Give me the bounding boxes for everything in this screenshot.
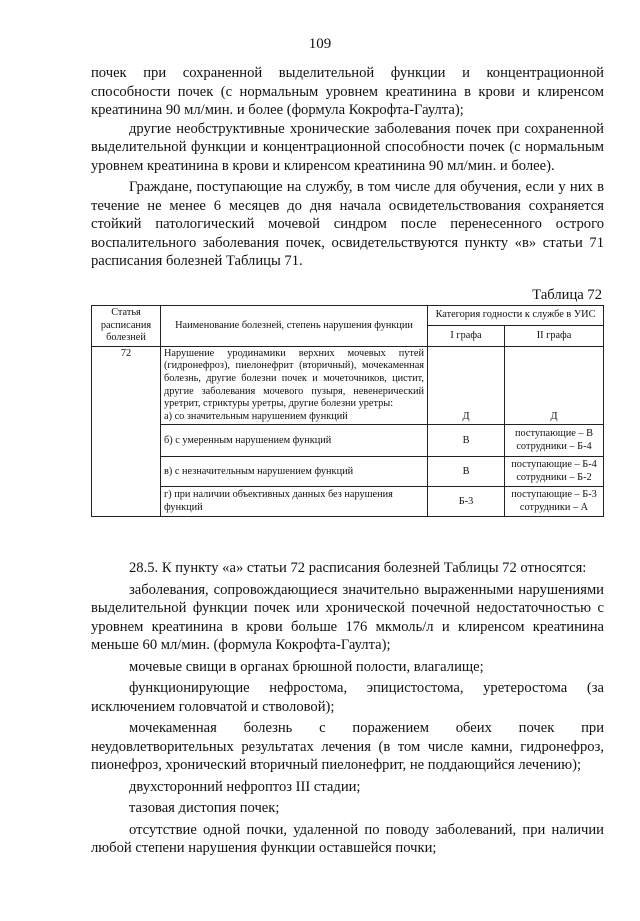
paragraph: мочекаменная болезнь с поражением обеих почек при неудовлетворительных результатах лечения (в том числе камни, гидронефроз, пионефроз, хронический вторичный пиелонефрит, не поддающийся лечению); bbox=[91, 720, 604, 773]
g1-cell: Б-3 bbox=[428, 487, 505, 517]
paragraph: другие необструктивные хронические заболевания почек при сохраненной выделительной функции и концентрационной способности почек (с нормальным уровнем креатинина в крови и клиренсом креатинина 90 мл/мин. и более). bbox=[91, 120, 604, 174]
paragraph: мочевые свищи в органах брюшной полости, влагалище; bbox=[129, 658, 484, 675]
paragraph: заболевания, сопровождающиеся значительно выраженными нарушениями выделительной функции почек или хронической почечной недостаточностью с уровнем креатинина в крови больше 176 мкмоль/л и клиренсом креатинина меньше 60 мл/мин. (формула Кокрофта-Гаулта); bbox=[91, 581, 604, 653]
g2-cell: поступающие – В сотрудники – Б-4 bbox=[505, 425, 604, 457]
header-category: Категория годности к службе в УИС bbox=[428, 306, 604, 326]
paragraph: 28.5. К пункту «а» статьи 72 расписания болезней Таблицы 72 относятся: bbox=[129, 560, 587, 576]
table-caption: Таблица 72 bbox=[532, 287, 602, 303]
top-text bbox=[91, 64, 604, 271]
g2-cell: поступающие – Б-4 сотрудники – Б-2 bbox=[505, 457, 604, 487]
g2-cell: поступающие – Б-3 сотрудники – А bbox=[505, 487, 604, 517]
header-col2: II графа bbox=[505, 326, 604, 346]
article-number: 72 bbox=[92, 346, 161, 517]
row-name: в) с незначительным нарушением функций bbox=[161, 457, 428, 487]
paragraph: тазовая дистопия почек; bbox=[129, 800, 280, 816]
paragraph: отсутствие одной почки, удаленной по поводу заболеваний, при наличии любой степени нарушения функции оставшейся почки; bbox=[91, 821, 604, 856]
g1-cell: В bbox=[428, 425, 505, 457]
paragraph: двухсторонний нефроптоз III стадии; bbox=[129, 778, 361, 795]
g1-cell: Д bbox=[428, 346, 505, 425]
name-cell bbox=[161, 346, 428, 425]
header-name: Наименование болезней, степень нарушения функции bbox=[161, 306, 428, 347]
header-col1: I графа bbox=[428, 326, 505, 346]
row-name: а) со значительным нарушением функций bbox=[164, 410, 348, 422]
paragraph: Граждане, поступающие на службу, в том числе для обучения, если у них в течение не менее 6 месяцев до дня начала освидетельствования сохраняется стойкий патологический мочевой синдром после перенесенного острого воспалительного заболевания почек, освидетельствуются пункту «в» статьи 71 расписания болезней Таблицы 71. bbox=[91, 179, 604, 269]
row-name: г) при наличии объективных данных без нарушения функций bbox=[161, 487, 428, 517]
intro-text: Нарушение уродинамики верхних мочевых путей (гидронефроз), пиелонефрит (вторичный), мочекаменная болезнь, другие болезни почек и мочеточников, цистит, другие заболевания мочевого пузыря, невенерический уретрит, стриктуры уретры, другие болезни уретры: bbox=[164, 347, 424, 410]
paragraph: почек при сохраненной выделительной функции и концентрационной способности почек (с нормальным уровнем креатинина в крови и клиренсом креатинина 90 мл/мин. и более (формула Кокрофта-Гаулта); bbox=[91, 65, 604, 118]
bottom-text bbox=[91, 559, 604, 858]
table-row bbox=[92, 457, 604, 487]
g2-cell: Д bbox=[505, 346, 604, 425]
table-row bbox=[92, 346, 604, 425]
header-article: Статья расписания болезней bbox=[92, 306, 161, 347]
disease-table bbox=[91, 305, 604, 517]
table-row bbox=[92, 425, 604, 457]
row-name: б) с умеренным нарушением функций bbox=[161, 425, 428, 457]
page-number: 109 bbox=[308, 36, 332, 52]
table-row bbox=[92, 487, 604, 517]
g1-cell: В bbox=[428, 457, 505, 487]
paragraph: функционирующие нефростома, эпицистостома, уретеростома (за исключением головчатой и стволовой); bbox=[91, 680, 604, 715]
